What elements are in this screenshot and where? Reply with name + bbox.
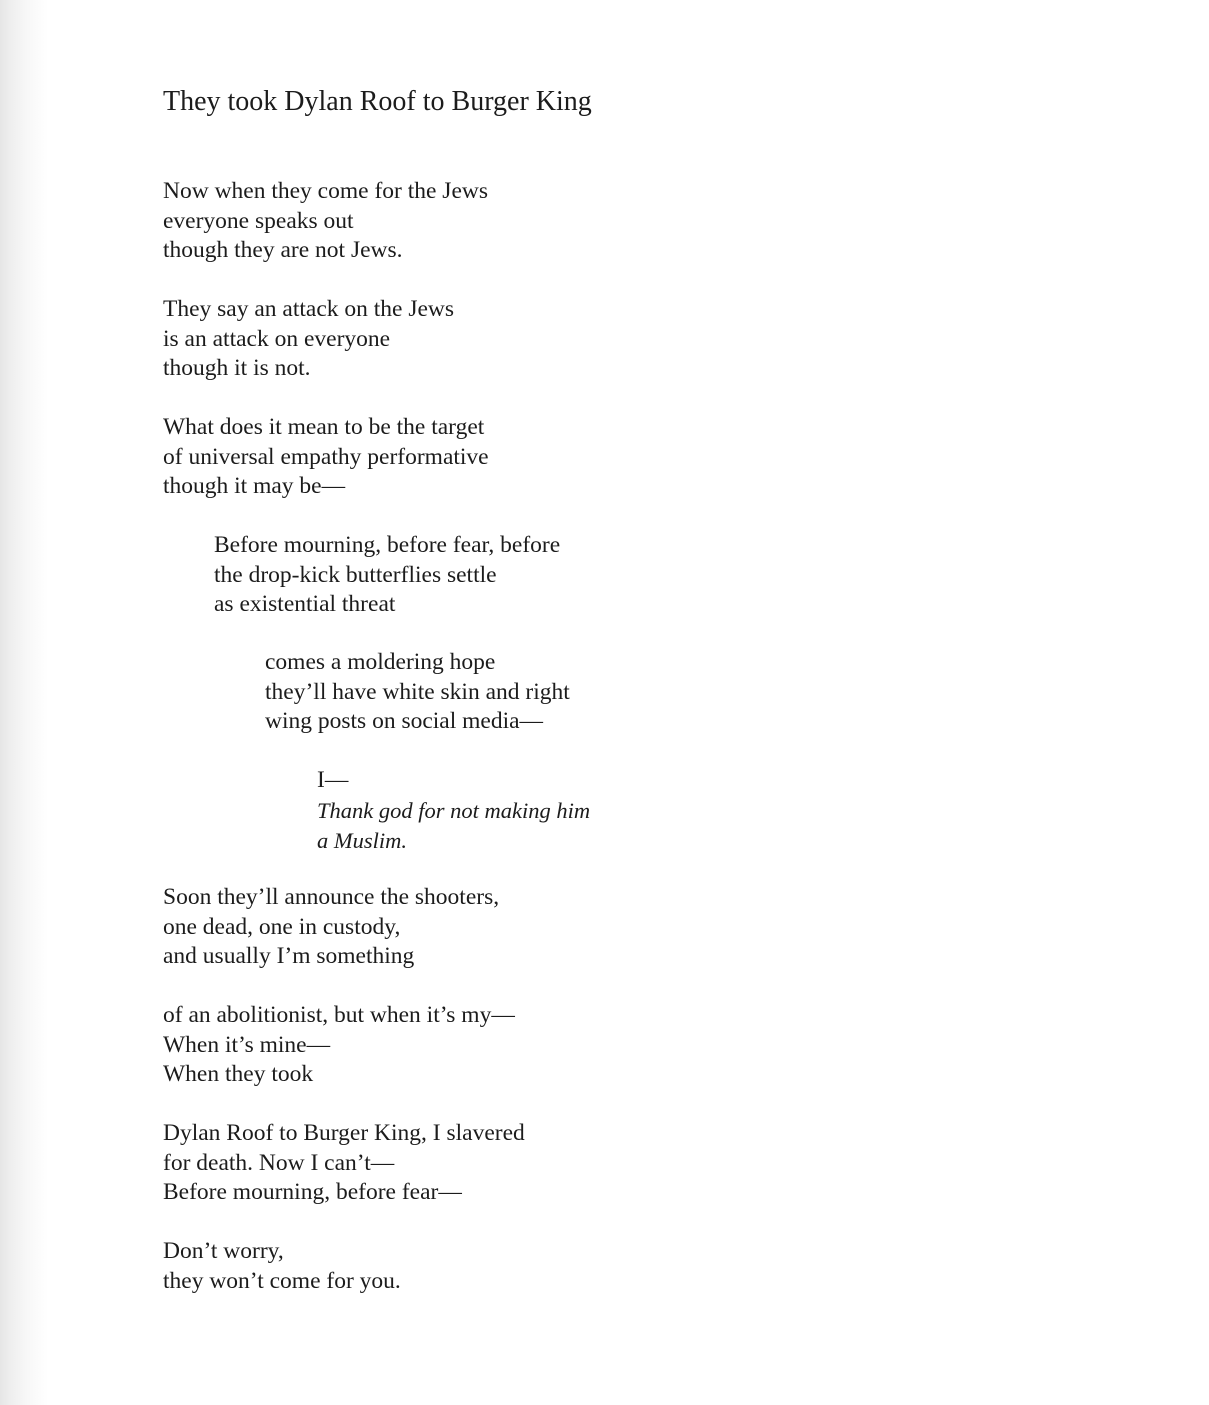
poem-line: though they are not Jews. [163, 237, 403, 264]
stanza-1 [163, 177, 488, 266]
poem-line: everyone speaks out [163, 207, 354, 234]
poem-line: the drop-kick butterflies settle [214, 561, 497, 588]
poem-line: They say an attack on the Jews [163, 296, 455, 322]
poem-line: as existential threat [214, 591, 396, 618]
stanza-6-italic [317, 796, 590, 855]
stanza-6-indented [317, 766, 348, 796]
poem-line: is an attack on everyone [163, 325, 391, 352]
poem-line: When they took [163, 1061, 314, 1088]
poem-title: They took Dylan Roof to Burger King [163, 86, 592, 117]
poem-line: though it is not. [163, 355, 311, 382]
poem-line: though it may be— [163, 473, 346, 500]
stanza-10 [163, 1237, 401, 1296]
stanza-5-indented [265, 648, 570, 737]
stanza-7 [163, 883, 499, 972]
poem-line: they’ll have white skin and right [265, 678, 570, 705]
poem-line: Soon they’ll announce the shooters, [163, 884, 500, 910]
poem-line: one dead, one in custody, [163, 913, 401, 940]
poem-line-italic: Thank god for not making him [317, 798, 591, 823]
stanza-4-indented [214, 531, 560, 620]
poem-line: wing posts on social media— [265, 708, 544, 735]
poem-line: What does it mean to be the target [163, 414, 485, 440]
poem-line: they won’t come for you. [163, 1267, 401, 1294]
poem-line: for death. Now I can’t— [163, 1149, 395, 1176]
poem-line: Now when they come for the Jews [163, 178, 488, 204]
poem-line-italic: a Muslim. [317, 827, 407, 853]
poem-line: Dylan Roof to Burger King, I slavered [163, 1120, 525, 1146]
poem-line: Before mourning, before fear, before [214, 532, 561, 558]
stanza-3 [163, 413, 489, 502]
page-edge-shadow [0, 0, 48, 1405]
poem-line: Before mourning, before fear— [163, 1179, 462, 1206]
stanza-2 [163, 295, 454, 384]
stanza-8 [163, 1001, 515, 1090]
poem-line: and usually I’m something [163, 943, 415, 970]
poem-line: of an abolitionist, but when it’s my— [163, 1002, 515, 1028]
poem-line: I— [317, 767, 349, 793]
poem-line: When it’s mine— [163, 1031, 331, 1058]
poem-line: comes a moldering hope [265, 649, 496, 675]
stanza-9 [163, 1119, 525, 1208]
poem-line: Don’t worry, [163, 1238, 284, 1264]
poem-line: of universal empathy performative [163, 443, 489, 470]
